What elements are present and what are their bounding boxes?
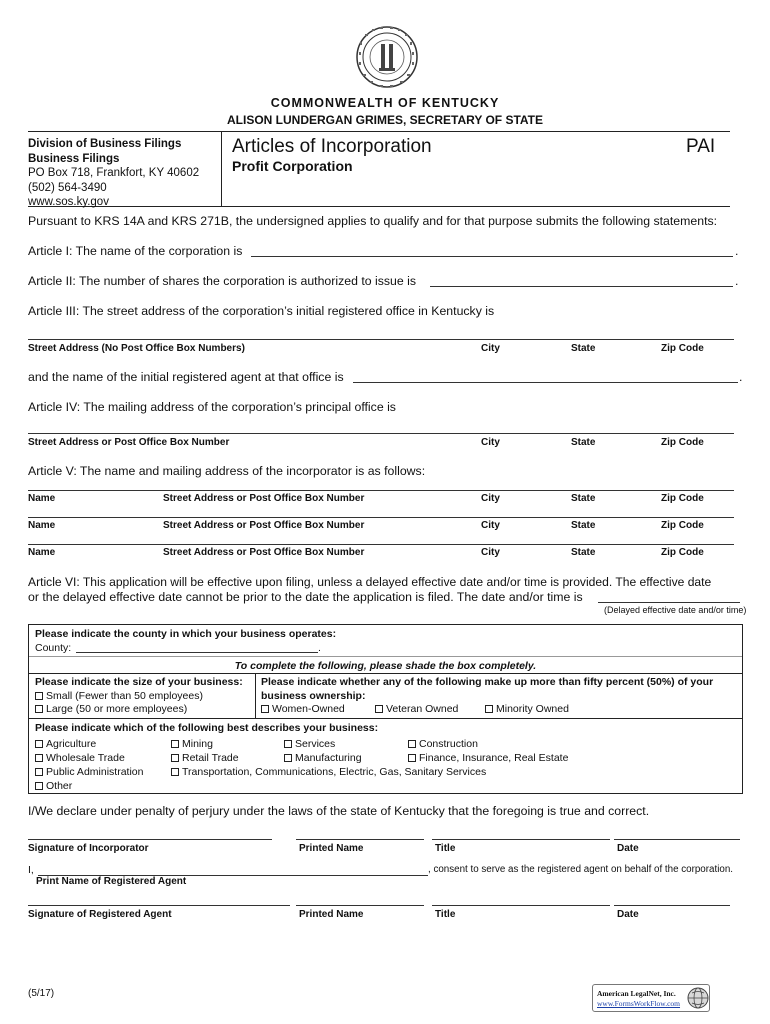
incorporator-title-field[interactable] <box>432 832 610 840</box>
checkbox[interactable] <box>35 768 43 776</box>
checkbox[interactable] <box>408 754 416 762</box>
zip-label: Zip Code <box>661 493 704 504</box>
kentucky-state-seal <box>355 22 419 92</box>
name-label: Name <box>28 493 56 504</box>
agent-printed-name-field[interactable] <box>296 898 424 906</box>
article-6-line-1: Article VI: This application will be effective upon filing, unless a delayed effective date and/or time is provided. The effective date <box>28 575 712 589</box>
size-small-option[interactable]: Small (Fewer than 50 employees) <box>35 690 203 702</box>
industry-transportation[interactable]: Transportation, Communications, Electric, Gas, Sanitary Services <box>171 766 486 778</box>
ownership-prompt: Please indicate whether any of the following make up more than fifty percent (50%) of your <box>261 676 714 688</box>
revision-date: (5/17) <box>28 988 55 999</box>
article-6-line-2: or the delayed effective date cannot be prior to the date the application is filed. The date and/or time is <box>28 590 583 604</box>
checkbox[interactable] <box>375 705 383 713</box>
division-address: PO Box 718, Frankfort, KY 40602 <box>28 167 200 179</box>
article-1-label: Article I: The name of the corporation is <box>28 244 243 258</box>
checkbox[interactable] <box>171 768 179 776</box>
division-website[interactable]: www.sos.ky.gov <box>28 196 109 208</box>
division-unit: Business Filings <box>28 152 120 165</box>
size-prompt: Please indicate the size of your business: <box>35 676 243 688</box>
print-agent-label: Print Name of Registered Agent <box>36 876 187 887</box>
division-name: Division of Business Filings <box>28 138 182 150</box>
effective-date-field[interactable] <box>598 589 740 603</box>
box-column-divider <box>255 673 256 718</box>
checkbox[interactable] <box>35 705 43 713</box>
women-owned-option[interactable]: Women-Owned <box>261 703 345 715</box>
header-rule-top <box>28 131 730 132</box>
agent-date-field[interactable] <box>614 898 730 906</box>
city-label: City <box>481 547 500 558</box>
industry-retail[interactable]: Retail Trade <box>171 752 239 764</box>
business-info-box: Please indicate the county in which your business operates: County: . To complete the following, please shade the box completely. Please indicate the size of your business: Small (Fewer than 50 employees) Large (50 or more employees) Please indicate whether any of the following make up more than fifty percent (50%) of your business ownership: Women-Owned Veteran Owned Minority Owned Please indicate which of the following best describes your business: Agriculture Mining Services Construction Wholesale Trade Retail Trade Manufacturing Finance, Insurance, Real Estate Public Administration Transportation, Communications, Electric, Gas, Sanitary Services Other <box>28 624 743 794</box>
city-label: City <box>481 343 500 354</box>
consent-prefix: I, <box>28 864 34 876</box>
division-info <box>28 137 199 210</box>
registered-agent-field[interactable] <box>353 369 738 383</box>
industry-other[interactable]: Other <box>35 780 72 792</box>
globe-icon <box>687 987 709 1009</box>
effective-date-note: (Delayed effective date and/or time) <box>604 605 747 615</box>
registered-office-field[interactable] <box>28 328 734 340</box>
checkbox[interactable] <box>261 705 269 713</box>
agent-label: and the name of the initial registered agent at that office is <box>28 370 344 384</box>
checkbox[interactable] <box>485 705 493 713</box>
checkbox[interactable] <box>171 754 179 762</box>
intro-text: Pursuant to KRS 14A and KRS 271B, the undersigned applies to qualify and for that purpose submits the following statements: <box>28 214 718 228</box>
incorporator-printed-name-field[interactable] <box>296 832 424 840</box>
header-divider <box>221 131 222 206</box>
shares-field[interactable] <box>430 273 733 287</box>
street-no-po-label: Street Address (No Post Office Box Numbers) <box>28 343 245 354</box>
industry-public-admin[interactable]: Public Administration <box>35 766 143 778</box>
incorporator-1-field[interactable] <box>28 481 734 491</box>
state-heading: COMMONWEALTH OF KENTUCKY <box>270 96 500 110</box>
corporation-name-field[interactable] <box>251 243 733 257</box>
box-divider <box>29 673 742 674</box>
secretary-heading: ALISON LUNDERGAN GRIMES, SECRETARY OF STATE <box>226 113 543 127</box>
article-5-label: Article V: The name and mailing address of the incorporator is as follows: <box>28 464 426 478</box>
principal-office-field[interactable] <box>28 422 734 434</box>
city-label: City <box>481 437 500 448</box>
industry-manufacturing[interactable]: Manufacturing <box>284 752 362 764</box>
incorporator-date-field[interactable] <box>614 832 740 840</box>
checkbox[interactable] <box>35 692 43 700</box>
box-divider <box>29 718 742 719</box>
article-3-label: Article III: The street address of the corporation’s initial registered office in Kentucky is <box>28 304 495 318</box>
street-or-po-label: Street Address or Post Office Box Number <box>28 437 230 448</box>
signature-agent-label: Signature of Registered Agent <box>28 909 172 920</box>
vendor-url[interactable]: www.FormsWorkFlow.com <box>597 999 681 1008</box>
name-label: Name <box>28 520 56 531</box>
consent-text: , consent to serve as the registered agent on behalf of the corporation. <box>428 864 733 875</box>
date-label: Date <box>617 909 639 920</box>
zip-label: Zip Code <box>661 547 704 558</box>
state-label: State <box>571 343 596 354</box>
state-label: State <box>571 493 596 504</box>
agent-title-field[interactable] <box>432 898 610 906</box>
declaration-text: I/We declare under penalty of perjury under the laws of the state of Kentucky that the foregoing is true and correct. <box>28 804 650 818</box>
street-or-po-label: Street Address or Post Office Box Number <box>163 547 365 558</box>
agent-name-field[interactable] <box>38 862 428 876</box>
printed-name-label: Printed Name <box>299 843 364 854</box>
vendor-name: American LegalNet, Inc. <box>597 989 676 998</box>
county-prompt: Please indicate the county in which your business operates: <box>35 628 337 640</box>
industry-finance[interactable]: Finance, Insurance, Real Estate <box>408 752 568 764</box>
zip-label: Zip Code <box>661 520 704 531</box>
division-phone: (502) 564-3490 <box>28 181 107 194</box>
state-label: State <box>571 547 596 558</box>
checkbox[interactable] <box>408 740 416 748</box>
industry-services[interactable]: Services <box>284 738 335 750</box>
checkbox[interactable] <box>35 754 43 762</box>
ownership-prompt-2: business ownership: <box>261 690 366 702</box>
minority-owned-option[interactable]: Minority Owned <box>485 703 569 715</box>
box-divider <box>29 656 742 657</box>
checkbox[interactable] <box>171 740 179 748</box>
shade-note: To complete the following, please shade the box completely. <box>234 660 537 672</box>
state-label: State <box>571 437 596 448</box>
vendor-logo[interactable] <box>592 984 710 1012</box>
county-label: County: <box>35 642 72 654</box>
industry-agriculture[interactable]: Agriculture <box>35 738 96 750</box>
industry-wholesale[interactable]: Wholesale Trade <box>35 752 125 764</box>
street-or-po-label: Street Address or Post Office Box Number <box>163 493 365 504</box>
form-code: PAI <box>686 136 716 157</box>
checkbox[interactable] <box>284 754 292 762</box>
name-label: Name <box>28 547 56 558</box>
veteran-owned-option[interactable]: Veteran Owned <box>375 703 458 715</box>
title-label: Title <box>435 843 456 854</box>
state-label: State <box>571 520 596 531</box>
article-2-label: Article II: The number of shares the corporation is authorized to issue is <box>28 274 417 288</box>
city-label: City <box>481 493 500 504</box>
zip-label: Zip Code <box>661 437 704 448</box>
size-large-option[interactable]: Large (50 or more employees) <box>35 703 187 715</box>
printed-name-label: Printed Name <box>299 909 364 920</box>
article-4-label: Article IV: The mailing address of the corporation’s principal office is <box>28 400 396 414</box>
incorporator-signature-field[interactable] <box>28 832 272 840</box>
incorporator-2-field[interactable] <box>28 508 734 518</box>
agent-signature-field[interactable] <box>28 898 290 906</box>
title-label: Title <box>435 909 456 920</box>
industry-construction[interactable]: Construction <box>408 738 478 750</box>
industry-prompt: Please indicate which of the following best describes your business: <box>35 722 379 734</box>
checkbox[interactable] <box>284 740 292 748</box>
zip-label: Zip Code <box>661 343 704 354</box>
checkbox[interactable] <box>35 740 43 748</box>
form-subtitle: Profit Corporation <box>232 158 353 174</box>
county-field[interactable] <box>76 641 318 653</box>
industry-mining[interactable]: Mining <box>171 738 213 750</box>
incorporator-3-field[interactable] <box>28 535 734 545</box>
street-or-po-label: Street Address or Post Office Box Number <box>163 520 365 531</box>
signature-incorporator-label: Signature of Incorporator <box>28 843 149 854</box>
date-label: Date <box>617 843 639 854</box>
checkbox[interactable] <box>35 782 43 790</box>
city-label: City <box>481 520 500 531</box>
form-title: Articles of Incorporation <box>232 136 432 157</box>
